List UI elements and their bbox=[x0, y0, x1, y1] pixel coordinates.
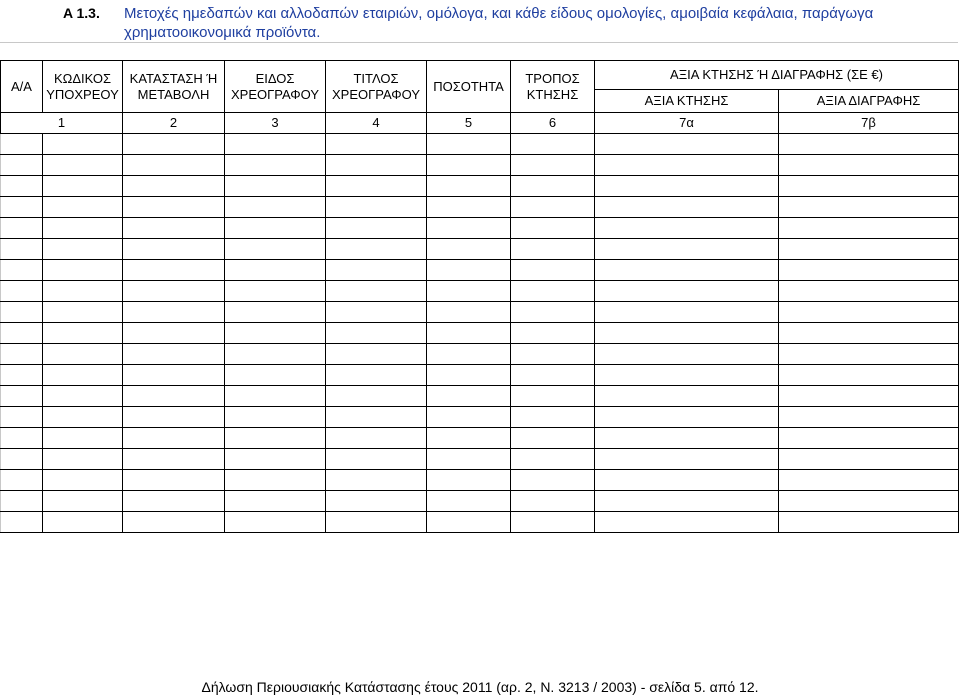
table-cell[interactable] bbox=[326, 134, 427, 155]
table-row bbox=[1, 239, 959, 260]
table-row bbox=[1, 302, 959, 323]
table-row bbox=[1, 470, 959, 491]
header-acq-value: ΑΞΙΑ ΚΤΗΣΗΣ bbox=[595, 90, 779, 113]
table-cell[interactable] bbox=[595, 428, 779, 449]
table-cell[interactable] bbox=[1, 449, 43, 470]
table-row bbox=[1, 176, 959, 197]
table-cell[interactable] bbox=[511, 134, 595, 155]
table-cell[interactable] bbox=[123, 218, 225, 239]
table-cell[interactable] bbox=[123, 449, 225, 470]
table-cell[interactable] bbox=[779, 386, 959, 407]
table-cell[interactable] bbox=[427, 491, 511, 512]
table-cell[interactable] bbox=[123, 239, 225, 260]
table-cell[interactable] bbox=[427, 365, 511, 386]
column-number: 3 bbox=[225, 113, 326, 134]
table-cell[interactable] bbox=[511, 407, 595, 428]
table-cell[interactable] bbox=[326, 260, 427, 281]
table-cell[interactable] bbox=[427, 197, 511, 218]
table-cell[interactable] bbox=[225, 407, 326, 428]
table-cell[interactable] bbox=[123, 386, 225, 407]
table-cell[interactable] bbox=[326, 512, 427, 533]
table-cell[interactable] bbox=[123, 512, 225, 533]
table-cell[interactable] bbox=[511, 470, 595, 491]
column-number: 5 bbox=[427, 113, 511, 134]
table-cell[interactable] bbox=[43, 386, 123, 407]
table-cell[interactable] bbox=[123, 428, 225, 449]
table-cell[interactable] bbox=[123, 323, 225, 344]
table-cell[interactable] bbox=[326, 428, 427, 449]
table-cell[interactable] bbox=[1, 470, 43, 491]
header-del-value: ΑΞΙΑ ΔΙΑΓΡΑΦΗΣ bbox=[779, 90, 959, 113]
table-cell[interactable] bbox=[123, 344, 225, 365]
table-cell[interactable] bbox=[427, 218, 511, 239]
table-cell[interactable] bbox=[779, 407, 959, 428]
table-cell[interactable] bbox=[595, 365, 779, 386]
table-cell[interactable] bbox=[123, 365, 225, 386]
table-cell[interactable] bbox=[427, 134, 511, 155]
table-cell[interactable] bbox=[427, 512, 511, 533]
table-cell[interactable] bbox=[511, 239, 595, 260]
table-cell[interactable] bbox=[123, 155, 225, 176]
table-cell[interactable] bbox=[225, 134, 326, 155]
table-cell[interactable] bbox=[123, 134, 225, 155]
table-cell[interactable] bbox=[326, 281, 427, 302]
table-cell[interactable] bbox=[511, 386, 595, 407]
table-cell[interactable] bbox=[595, 134, 779, 155]
table-cell[interactable] bbox=[326, 344, 427, 365]
table-cell[interactable] bbox=[123, 407, 225, 428]
table-cell[interactable] bbox=[326, 470, 427, 491]
securities-table bbox=[0, 60, 959, 533]
table-cell[interactable] bbox=[326, 323, 427, 344]
column-number: 7β bbox=[779, 113, 959, 134]
table-cell[interactable] bbox=[225, 176, 326, 197]
table-cell[interactable] bbox=[43, 407, 123, 428]
header-status: ΚΑΤΑΣΤΑΣΗ Ή ΜΕΤΑΒΟΛΗ bbox=[123, 61, 225, 113]
table-cell[interactable] bbox=[43, 428, 123, 449]
table-cell[interactable] bbox=[1, 491, 43, 512]
table-cell[interactable] bbox=[43, 491, 123, 512]
table-cell[interactable] bbox=[427, 155, 511, 176]
table-cell[interactable] bbox=[595, 512, 779, 533]
table-cell[interactable] bbox=[427, 239, 511, 260]
table-cell[interactable] bbox=[43, 470, 123, 491]
table-row bbox=[1, 512, 959, 533]
table-cell[interactable] bbox=[326, 491, 427, 512]
table-cell[interactable] bbox=[595, 197, 779, 218]
table-row bbox=[1, 197, 959, 218]
table-cell[interactable] bbox=[326, 302, 427, 323]
header-code: ΚΩΔΙΚΟΣ ΥΠΟΧΡΕΟΥ bbox=[43, 61, 123, 113]
table-cell[interactable] bbox=[511, 512, 595, 533]
table-cell[interactable] bbox=[511, 155, 595, 176]
table-cell[interactable] bbox=[511, 281, 595, 302]
table-cell[interactable] bbox=[1, 407, 43, 428]
table-cell[interactable] bbox=[1, 281, 43, 302]
table-cell[interactable] bbox=[1, 239, 43, 260]
table-cell[interactable] bbox=[43, 176, 123, 197]
table-cell[interactable] bbox=[326, 407, 427, 428]
table-cell[interactable] bbox=[511, 365, 595, 386]
table-cell[interactable] bbox=[123, 470, 225, 491]
table-cell[interactable] bbox=[225, 365, 326, 386]
table-cell[interactable] bbox=[1, 302, 43, 323]
table-cell[interactable] bbox=[779, 176, 959, 197]
section-number: A 1.3. bbox=[63, 5, 100, 21]
table-cell[interactable] bbox=[779, 470, 959, 491]
table-cell[interactable] bbox=[427, 176, 511, 197]
table-cell[interactable] bbox=[427, 302, 511, 323]
table-cell[interactable] bbox=[511, 449, 595, 470]
table-cell[interactable] bbox=[595, 260, 779, 281]
table-cell[interactable] bbox=[511, 260, 595, 281]
table-cell[interactable] bbox=[225, 470, 326, 491]
table-cell[interactable] bbox=[595, 491, 779, 512]
table-cell[interactable] bbox=[511, 176, 595, 197]
table-cell[interactable] bbox=[779, 365, 959, 386]
table-cell[interactable] bbox=[225, 386, 326, 407]
table-cell[interactable] bbox=[511, 491, 595, 512]
table-cell[interactable] bbox=[43, 239, 123, 260]
table-cell[interactable] bbox=[779, 428, 959, 449]
table-cell[interactable] bbox=[43, 365, 123, 386]
section-title: Μετοχές ημεδαπών και αλλοδαπών εταιριών, ομόλογα, και κάθε είδους ομολογίες, αμοιβαία κεφάλαια, παράγωγα χρηματοοικονομικά προϊόντα. bbox=[124, 5, 874, 41]
table-cell[interactable] bbox=[1, 155, 43, 176]
table-cell[interactable] bbox=[511, 302, 595, 323]
table-cell[interactable] bbox=[43, 218, 123, 239]
header-value-group: ΑΞΙΑ ΚΤΗΣΗΣ Ή ΔΙΑΓΡΑΦΗΣ (ΣΕ €) bbox=[595, 61, 959, 90]
table-cell[interactable] bbox=[427, 470, 511, 491]
table-cell[interactable] bbox=[779, 197, 959, 218]
table-cell[interactable] bbox=[779, 323, 959, 344]
table-cell[interactable] bbox=[779, 344, 959, 365]
column-number: 2 bbox=[123, 113, 225, 134]
table-row bbox=[1, 407, 959, 428]
table-cell[interactable] bbox=[427, 386, 511, 407]
table-cell[interactable] bbox=[1, 218, 43, 239]
table-cell[interactable] bbox=[326, 155, 427, 176]
table-cell[interactable] bbox=[225, 302, 326, 323]
header-type: ΕΙΔΟΣ ΧΡΕΟΓΡΑΦΟΥ bbox=[225, 61, 326, 113]
table-cell[interactable] bbox=[779, 281, 959, 302]
table-cell[interactable] bbox=[595, 449, 779, 470]
table-cell[interactable] bbox=[511, 344, 595, 365]
table-cell[interactable] bbox=[43, 260, 123, 281]
table-row bbox=[1, 386, 959, 407]
table-cell[interactable] bbox=[1, 260, 43, 281]
page-footer: Δήλωση Περιουσιακής Κατάστασης έτους 2011 (αρ. 2, Ν. 3213 / 2003) - σελίδα 5. από 12. bbox=[201, 679, 759, 695]
table-cell[interactable] bbox=[225, 491, 326, 512]
table-cell[interactable] bbox=[326, 218, 427, 239]
table-row bbox=[1, 491, 959, 512]
table-cell[interactable] bbox=[595, 176, 779, 197]
table-cell[interactable] bbox=[225, 323, 326, 344]
table-cell[interactable] bbox=[225, 260, 326, 281]
table-cell[interactable] bbox=[225, 428, 326, 449]
table-cell[interactable] bbox=[225, 281, 326, 302]
table-cell[interactable] bbox=[43, 197, 123, 218]
table-cell[interactable] bbox=[427, 407, 511, 428]
header-aa: Α/Α bbox=[1, 61, 43, 113]
table-row bbox=[1, 281, 959, 302]
table-cell[interactable] bbox=[225, 512, 326, 533]
table-cell[interactable] bbox=[225, 218, 326, 239]
table-cell[interactable] bbox=[326, 386, 427, 407]
table-cell[interactable] bbox=[123, 197, 225, 218]
table-cell[interactable] bbox=[427, 281, 511, 302]
table-cell[interactable] bbox=[511, 197, 595, 218]
table-cell[interactable] bbox=[43, 302, 123, 323]
table-cell[interactable] bbox=[1, 386, 43, 407]
table-cell[interactable] bbox=[427, 344, 511, 365]
table-cell[interactable] bbox=[1, 197, 43, 218]
table-cell[interactable] bbox=[595, 386, 779, 407]
table-cell[interactable] bbox=[427, 323, 511, 344]
table-cell[interactable] bbox=[43, 281, 123, 302]
table-cell[interactable] bbox=[1, 323, 43, 344]
column-number: 4 bbox=[326, 113, 427, 134]
table-cell[interactable] bbox=[427, 428, 511, 449]
table-cell[interactable] bbox=[595, 155, 779, 176]
header-title: ΤΙΤΛΟΣ ΧΡΕΟΓΡΑΦΟΥ bbox=[326, 61, 427, 113]
table-cell[interactable] bbox=[225, 449, 326, 470]
table-cell[interactable] bbox=[123, 302, 225, 323]
table-cell[interactable] bbox=[225, 155, 326, 176]
column-number: 6 bbox=[511, 113, 595, 134]
table-cell[interactable] bbox=[779, 134, 959, 155]
table-cell[interactable] bbox=[326, 239, 427, 260]
table-row bbox=[1, 155, 959, 176]
table-cell[interactable] bbox=[326, 449, 427, 470]
table-cell[interactable] bbox=[779, 239, 959, 260]
table-cell[interactable] bbox=[779, 302, 959, 323]
column-number: 1 bbox=[1, 113, 123, 134]
table-cell[interactable] bbox=[43, 449, 123, 470]
header-quantity: ΠΟΣΟΤΗΤΑ bbox=[427, 61, 511, 113]
table-cell[interactable] bbox=[326, 176, 427, 197]
table-cell[interactable] bbox=[511, 218, 595, 239]
table-cell[interactable] bbox=[225, 344, 326, 365]
table-cell[interactable] bbox=[1, 134, 43, 155]
table-cell[interactable] bbox=[43, 512, 123, 533]
table-cell[interactable] bbox=[595, 281, 779, 302]
table-cell[interactable] bbox=[595, 239, 779, 260]
table-cell[interactable] bbox=[326, 197, 427, 218]
table-cell[interactable] bbox=[595, 344, 779, 365]
table-row bbox=[1, 260, 959, 281]
table-cell[interactable] bbox=[427, 260, 511, 281]
table-cell[interactable] bbox=[779, 449, 959, 470]
table-cell[interactable] bbox=[43, 323, 123, 344]
table-cell[interactable] bbox=[1, 176, 43, 197]
table-row bbox=[1, 323, 959, 344]
table-row bbox=[1, 134, 959, 155]
column-number: 7α bbox=[595, 113, 779, 134]
table-cell[interactable] bbox=[595, 218, 779, 239]
header-method: ΤΡΟΠΟΣ ΚΤΗΣΗΣ bbox=[511, 61, 595, 113]
table-cell[interactable] bbox=[511, 428, 595, 449]
table-cell[interactable] bbox=[511, 323, 595, 344]
table-cell[interactable] bbox=[1, 512, 43, 533]
table-cell[interactable] bbox=[595, 470, 779, 491]
table-cell[interactable] bbox=[123, 260, 225, 281]
table-cell[interactable] bbox=[123, 491, 225, 512]
table-cell[interactable] bbox=[595, 323, 779, 344]
table-row bbox=[1, 428, 959, 449]
table-row bbox=[1, 449, 959, 470]
table-cell[interactable] bbox=[779, 218, 959, 239]
table-cell[interactable] bbox=[1, 428, 43, 449]
table-cell[interactable] bbox=[43, 155, 123, 176]
table-cell[interactable] bbox=[779, 491, 959, 512]
table-cell[interactable] bbox=[225, 239, 326, 260]
table-cell[interactable] bbox=[43, 344, 123, 365]
table-cell[interactable] bbox=[1, 365, 43, 386]
table-cell[interactable] bbox=[779, 260, 959, 281]
table-row bbox=[1, 365, 959, 386]
divider bbox=[0, 42, 958, 43]
table-cell[interactable] bbox=[1, 344, 43, 365]
table-cell[interactable] bbox=[326, 365, 427, 386]
table-cell[interactable] bbox=[123, 176, 225, 197]
table-cell[interactable] bbox=[225, 197, 326, 218]
table-cell[interactable] bbox=[595, 302, 779, 323]
table-cell[interactable] bbox=[43, 134, 123, 155]
table-row bbox=[1, 344, 959, 365]
table-row bbox=[1, 218, 959, 239]
table-cell[interactable] bbox=[427, 449, 511, 470]
table-cell[interactable] bbox=[595, 407, 779, 428]
table-cell[interactable] bbox=[779, 512, 959, 533]
table-cell[interactable] bbox=[123, 281, 225, 302]
table-cell[interactable] bbox=[779, 155, 959, 176]
